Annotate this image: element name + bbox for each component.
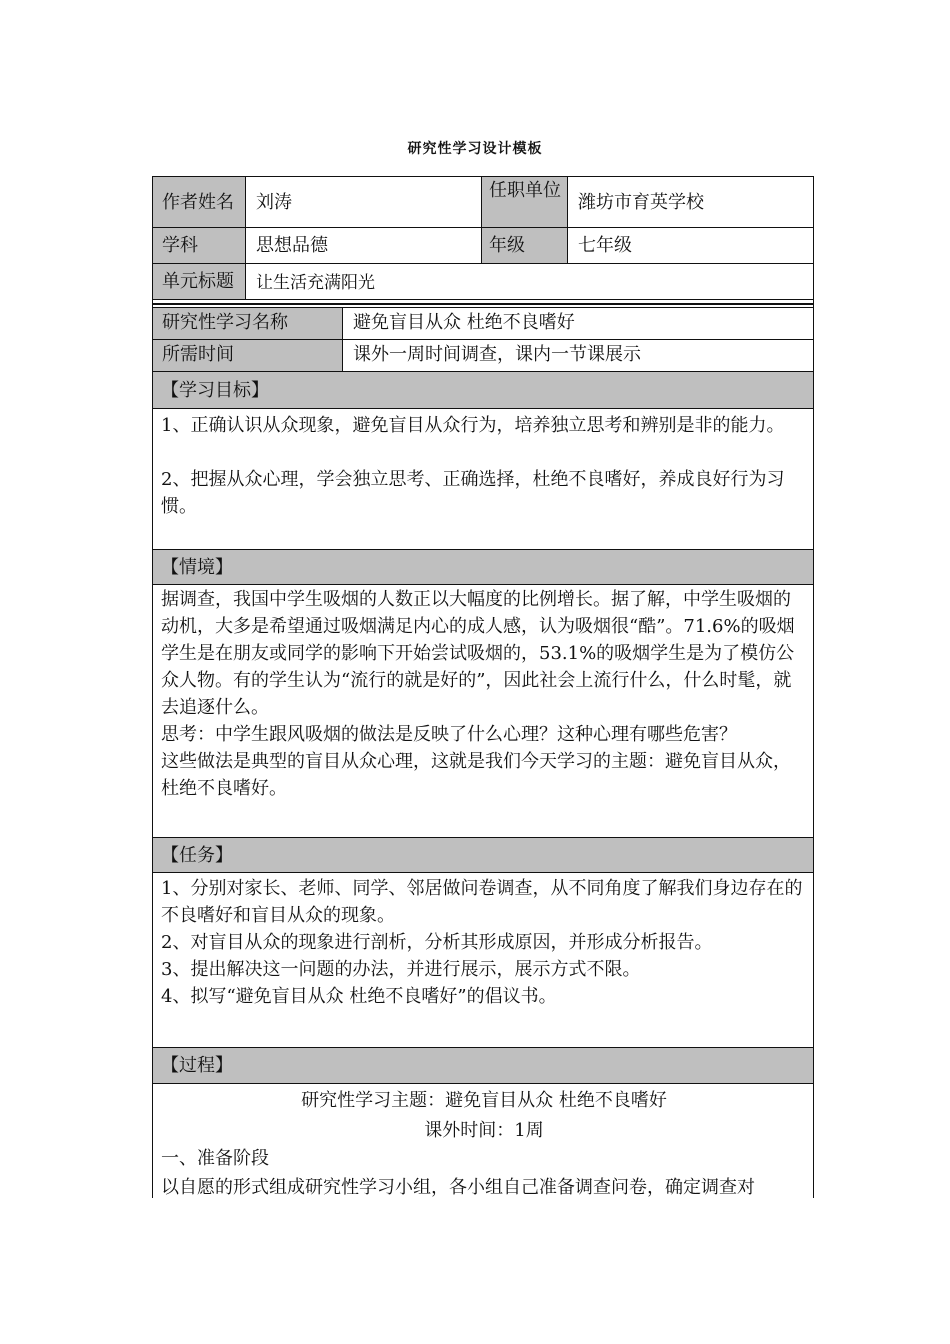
row-divider (152, 307, 814, 308)
row-divider (152, 584, 814, 585)
author-label: 作者姓名 (162, 192, 234, 213)
study-name-label: 研究性学习名称 (162, 312, 288, 333)
row-divider (152, 549, 814, 550)
row-divider (152, 837, 814, 838)
scenario-header-row (153, 550, 813, 584)
time-label: 所需时间 (162, 344, 234, 365)
row-divider (152, 339, 814, 340)
task-item: 1、分别对家长、老师、同学、邻居做问卷调查，从不同角度了解我们身边存在的不良嗜好和盲目从众的现象。 (161, 878, 803, 926)
grade-label: 年级 (489, 235, 525, 256)
time-value: 课外一周时间调查，课内一节课展示 (353, 344, 641, 365)
row-divider (152, 1083, 814, 1084)
task-item: 3、提出解决这一问题的办法，并进行展示，展示方式不限。 (161, 959, 641, 980)
row-divider (152, 263, 814, 264)
scenario-conclusion: 这些做法是典型的盲目从众心理，这就是我们今天学习的主题：避免盲目从众，杜绝不良嗜好。 (161, 751, 791, 799)
goals-header: 【学习目标】 (161, 380, 269, 401)
column-divider (245, 176, 246, 299)
process-theme: 研究性学习主题：避免盲目从众 杜绝不良嗜好 (301, 1090, 667, 1111)
task-item: 4、拟写“避免盲目从众 杜绝不良嗜好”的倡议书。 (161, 986, 557, 1007)
position-value: 潍坊市育英学校 (578, 192, 704, 213)
document-title: 研究性学习设计模板 (407, 141, 543, 157)
row-divider (152, 1047, 814, 1048)
tasks-header-row (153, 838, 813, 872)
row-divider (152, 299, 814, 300)
grade-value: 七年级 (578, 235, 632, 256)
row-divider (152, 227, 814, 228)
stage-text: 以自愿的形式组成研究性学习小组，各小组自己准备调查问卷，确定调查对 (161, 1177, 755, 1198)
row-divider (152, 872, 814, 873)
tasks-header: 【任务】 (161, 845, 233, 866)
unit-label: 单元标题 (162, 271, 234, 292)
subject-value: 思想品德 (256, 235, 328, 256)
column-divider (567, 176, 568, 263)
position-label: 任职单位 (489, 180, 561, 201)
subject-label: 学科 (162, 235, 198, 256)
stage-heading: 一、准备阶段 (161, 1148, 269, 1169)
study-name-value: 避免盲目从众 杜绝不良嗜好 (353, 312, 575, 333)
scenario-header: 【情境】 (161, 557, 233, 578)
process-header: 【过程】 (161, 1055, 233, 1076)
goal-item: 1、正确认识从众现象，避免盲目从众行为，培养独立思考和辨别是非的能力。 (161, 415, 785, 436)
row-divider (152, 408, 814, 409)
process-header-row (153, 1048, 813, 1083)
author-value: 刘涛 (256, 192, 292, 213)
scenario-question: 思考：中学生跟风吸烟的做法是反映了什么心理？这种心理有哪些危害？ (161, 724, 737, 745)
column-divider (481, 176, 482, 263)
double-divider (152, 303, 814, 305)
process-duration: 课外时间：1周 (424, 1120, 544, 1141)
unit-value: 让生活充满阳光 (256, 273, 375, 293)
column-divider (342, 307, 343, 371)
scenario-paragraph: 据调查，我国中学生吸烟的人数正以大幅度的比例增长。据了解，中学生吸烟的动机，大多是希望通过吸烟满足内心的成人感，认为吸烟很“酷”。71.6%的吸烟学生是在朋友或同学的影响下开始尝试吸烟的，53.1%的吸烟学生是为了模仿公众人物。有的学生认为“流行的就是好的”，因此社会上流行什么，什么时髦，就去追逐什么。 (161, 589, 795, 718)
row-divider (152, 371, 814, 372)
task-item: 2、对盲目从众的现象进行剖析，分析其形成原因，并形成分析报告。 (161, 932, 713, 953)
goal-item: 2、把握从众心理，学会独立思考、正确选择，杜绝不良嗜好，养成良好行为习惯。 (161, 469, 785, 517)
